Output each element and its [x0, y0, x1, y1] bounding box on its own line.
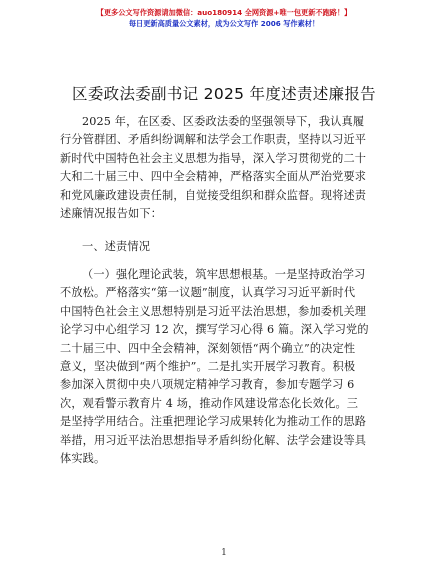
section-paragraph: [60, 266, 390, 468]
section-heading: [60, 238, 390, 256]
document-title: 区委政法委副书记 2025 年度述责述廉报告: [72, 85, 376, 103]
text-line: 体实践。: [60, 452, 106, 466]
text-line: 意义，坚决做到“两个维护”。二是扎实开展学习教育。积极: [60, 360, 356, 374]
text-line: （一）强化理论武装，筑牢思想根基。一是坚持政治学习: [82, 268, 366, 281]
page-number: 1: [221, 548, 227, 558]
text-line: 二十届三中、四中全会精神，深刻领悟“两个确立”的决定性: [60, 341, 356, 355]
text-line: 述廉情况报告如下：: [60, 207, 163, 221]
text-line: 论学习中心组学习 12 次，撰写学习心得 6 篇。深入学习党的: [60, 323, 369, 337]
text-line: 是坚持学用结合。注重把理论学习成果转化为推动工作的思路: [60, 415, 367, 429]
text-line: 2025 年，在区委、区委政法委的坚强领导下，我认真履: [82, 115, 365, 128]
text-line: 不放松。严格落实“第一议题”制度，认真学习习近平新时代: [60, 286, 356, 300]
text-line: 大和二十届三中、四中全会精神，严格落实全面从严治党要求: [60, 170, 367, 184]
section-heading-text: 一、述责情况: [82, 240, 151, 253]
text-line: 行分管群团、矛盾纠纷调解和法学会工作职责，坚持以习近平: [60, 133, 367, 147]
promo-banner-line-2: 每日更新高质量公文素材，成为公文写作 2006 写作素材！: [128, 19, 320, 28]
promo-banner: [0, 8, 448, 29]
text-line: 和党风廉政建设责任制，自觉接受组织和群众监督。现将述责: [60, 188, 367, 202]
text-line: 举措，用习近平法治思想指导矛盾纠纷化解、法学会建设等具: [60, 433, 367, 447]
text-line: 次，观看警示教育片 4 场，推动作风建设常态化长效化。三: [60, 396, 359, 410]
text-line: 参加深入贯彻中央八项规定精神学习教育，参加专题学习 6: [60, 378, 355, 392]
text-line: 中国特色社会主义思想特别是习近平法治思想，参加委机关理: [60, 304, 367, 318]
promo-banner-line-1: 【更多公文写作资源请加微信：auo180914 全网资源+唯一包更新不跑路！】: [96, 8, 352, 17]
intro-paragraph: [60, 113, 390, 223]
text-line: 新时代中国特色社会主义思想为指导，深入学习贯彻党的二十: [60, 151, 367, 165]
